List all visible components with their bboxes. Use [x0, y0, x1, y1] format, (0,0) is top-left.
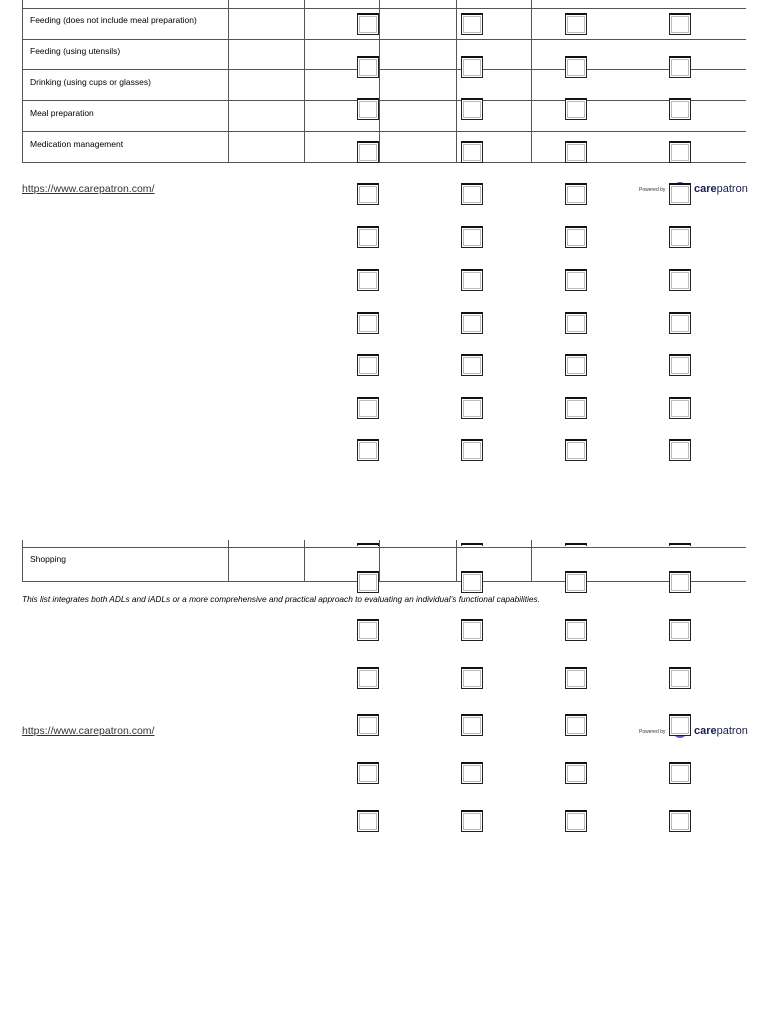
rating-checkbox[interactable] — [357, 56, 379, 78]
table-cell — [22, 0, 229, 8]
table-row — [22, 540, 746, 548]
rating-checkbox[interactable] — [357, 269, 379, 291]
rating-checkbox[interactable] — [461, 354, 483, 376]
rating-checkbox[interactable] — [669, 312, 691, 334]
checkbox-edge — [669, 543, 691, 546]
table-cell — [22, 540, 229, 547]
rating-checkbox[interactable] — [565, 141, 587, 163]
checkbox-edge — [357, 543, 379, 546]
rating-checkbox[interactable] — [669, 397, 691, 419]
table-cell — [22, 9, 229, 39]
table-cell — [22, 132, 229, 162]
table-row — [22, 132, 746, 163]
rating-checkbox[interactable] — [461, 571, 483, 593]
rating-checkbox[interactable] — [357, 183, 379, 205]
rating-checkbox[interactable] — [565, 714, 587, 736]
rating-checkbox[interactable] — [461, 141, 483, 163]
rating-checkbox[interactable] — [461, 98, 483, 120]
row-label: Drinking (using cups or glasses) — [30, 77, 151, 87]
row-label: Meal preparation — [30, 108, 94, 118]
checkbox-edge — [461, 543, 483, 546]
rating-checkbox[interactable] — [669, 810, 691, 832]
rating-checkbox[interactable] — [357, 571, 379, 593]
table-row — [22, 101, 746, 132]
table-row — [22, 9, 746, 40]
rating-checkbox[interactable] — [565, 312, 587, 334]
carepatron-brand: carepatron — [694, 725, 748, 737]
table-cell — [22, 101, 229, 131]
rating-checkbox[interactable] — [565, 269, 587, 291]
rating-checkbox[interactable] — [357, 619, 379, 641]
rating-checkbox[interactable] — [669, 226, 691, 248]
rating-checkbox[interactable] — [461, 810, 483, 832]
rating-checkbox[interactable] — [357, 141, 379, 163]
rating-checkbox[interactable] — [357, 714, 379, 736]
rating-checkbox[interactable] — [565, 439, 587, 461]
rating-checkbox[interactable] — [669, 13, 691, 35]
rating-checkbox[interactable] — [357, 762, 379, 784]
rating-checkbox[interactable] — [461, 56, 483, 78]
rating-checkbox[interactable] — [669, 439, 691, 461]
rating-checkbox[interactable] — [669, 762, 691, 784]
rating-checkbox[interactable] — [461, 714, 483, 736]
row-label: Feeding (does not include meal preparation) — [30, 15, 197, 25]
rating-checkbox[interactable] — [357, 810, 379, 832]
row-label: Medication management — [30, 139, 124, 149]
rating-checkbox[interactable] — [669, 619, 691, 641]
powered-by-text: Powered by — [639, 187, 666, 193]
rating-checkbox[interactable] — [565, 226, 587, 248]
rating-checkbox[interactable] — [461, 397, 483, 419]
rating-checkbox[interactable] — [357, 13, 379, 35]
rating-checkbox[interactable] — [669, 56, 691, 78]
carepatron-link[interactable]: https://www.carepatron.com/ — [22, 183, 155, 195]
rating-checkbox[interactable] — [565, 810, 587, 832]
rating-checkbox[interactable] — [357, 397, 379, 419]
rating-checkbox[interactable] — [461, 13, 483, 35]
rating-checkbox[interactable] — [565, 667, 587, 689]
carepatron-link[interactable]: https://www.carepatron.com/ — [22, 725, 155, 737]
rating-checkbox[interactable] — [565, 98, 587, 120]
rating-checkbox[interactable] — [669, 354, 691, 376]
rating-checkbox[interactable] — [565, 354, 587, 376]
rating-checkbox[interactable] — [669, 714, 691, 736]
rating-checkbox[interactable] — [357, 354, 379, 376]
rating-checkbox[interactable] — [565, 183, 587, 205]
rating-checkbox[interactable] — [461, 226, 483, 248]
table-cell — [22, 40, 229, 69]
table-row — [22, 70, 746, 101]
carepatron-brand: carepatron — [694, 183, 748, 195]
rating-checkbox[interactable] — [357, 439, 379, 461]
rating-checkbox[interactable] — [357, 312, 379, 334]
row-label: Feeding (using utensils) — [30, 46, 121, 56]
row-label: Shopping — [30, 554, 66, 564]
rating-checkbox[interactable] — [461, 619, 483, 641]
rating-checkbox[interactable] — [565, 762, 587, 784]
rating-checkbox[interactable] — [669, 667, 691, 689]
rating-checkbox[interactable] — [669, 98, 691, 120]
rating-checkbox[interactable] — [565, 56, 587, 78]
rating-checkbox[interactable] — [669, 269, 691, 291]
rating-checkbox[interactable] — [565, 571, 587, 593]
rating-checkbox[interactable] — [565, 619, 587, 641]
rating-checkbox[interactable] — [357, 226, 379, 248]
rating-checkbox[interactable] — [461, 312, 483, 334]
table-cell — [22, 70, 229, 100]
rating-checkbox[interactable] — [461, 183, 483, 205]
checkbox-edge — [565, 543, 587, 546]
rating-checkbox[interactable] — [357, 98, 379, 120]
table-row — [22, 40, 746, 70]
table-row — [22, 0, 746, 9]
rating-checkbox[interactable] — [461, 439, 483, 461]
rating-checkbox[interactable] — [669, 571, 691, 593]
rating-checkbox[interactable] — [461, 667, 483, 689]
rating-checkbox[interactable] — [565, 13, 587, 35]
table-row — [22, 548, 746, 582]
rating-checkbox[interactable] — [669, 141, 691, 163]
rating-checkbox[interactable] — [461, 269, 483, 291]
powered-by-text: Powered by — [639, 729, 666, 735]
adl-note: This list integrates both ADLs and iADLs or a more comprehensive and practical approach to evaluating an individual’s functional capabilities. — [22, 594, 540, 604]
table-cell — [22, 548, 229, 581]
rating-checkbox[interactable] — [357, 667, 379, 689]
rating-checkbox[interactable] — [565, 397, 587, 419]
rating-checkbox[interactable] — [461, 762, 483, 784]
rating-checkbox[interactable] — [669, 183, 691, 205]
